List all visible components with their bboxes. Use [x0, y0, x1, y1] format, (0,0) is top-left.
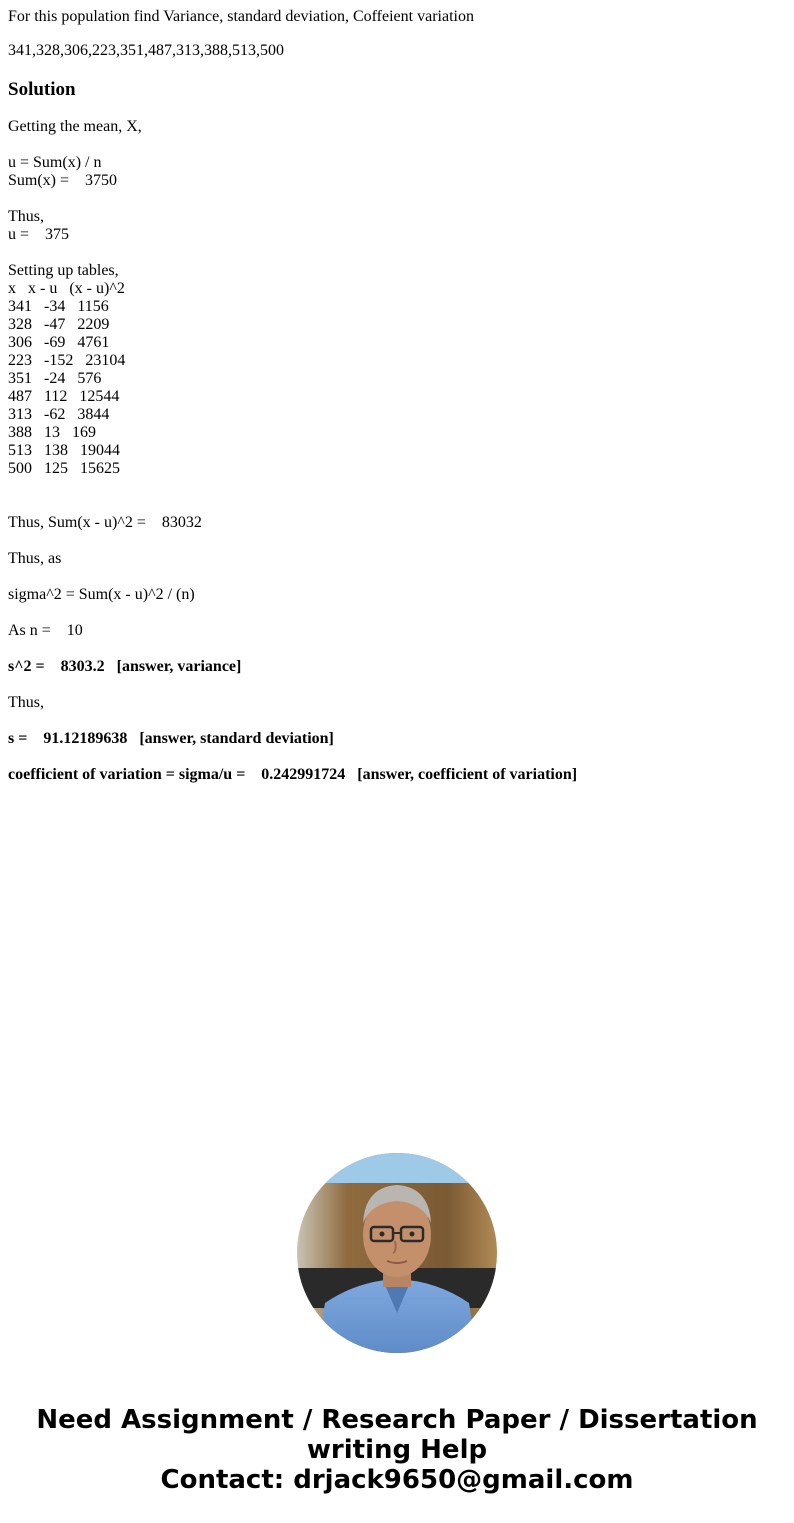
blank-line [8, 604, 786, 622]
table-row: 306 -69 4761 [8, 334, 110, 351]
table-row: 513 138 19044 [8, 442, 120, 459]
promo-contact-line: Contact: drjack9650@gmail.com [160, 1465, 634, 1495]
blank-line [8, 136, 786, 154]
blank-line [8, 676, 786, 694]
deviation-table [8, 280, 786, 478]
author-portrait-image [297, 1153, 497, 1353]
blank-line [8, 748, 786, 766]
blank-line [8, 190, 786, 208]
table-row: 313 -62 3844 [8, 406, 110, 423]
table-row: 341 -34 1156 [8, 298, 109, 315]
mean-intro-line: Getting the mean, X, [8, 118, 142, 135]
table-row: 388 13 169 [8, 424, 96, 441]
sum-squares-line: Thus, Sum(x - u)^2 = 83032 [8, 514, 202, 531]
table-row: 223 -152 23104 [8, 352, 126, 369]
author-avatar [297, 1153, 497, 1353]
blank-line [8, 640, 786, 658]
thus-line: Thus, [8, 208, 44, 225]
blank-line [8, 712, 786, 730]
table-row: 500 125 15625 [8, 460, 120, 477]
n-value-line: As n = 10 [8, 622, 83, 639]
blank-line [8, 478, 786, 496]
table-header: x x - u (x - u)^2 [8, 280, 125, 297]
solution-heading: Solution [8, 79, 76, 100]
table-row: 351 -24 576 [8, 370, 102, 387]
variance-answer: s^2 = 8303.2 [answer, variance] [8, 658, 242, 675]
blank-line [8, 496, 786, 514]
std-deviation-answer: s = 91.12189638 [answer, standard deviation] [8, 730, 334, 747]
sum-line: Sum(x) = 3750 [8, 172, 118, 189]
table-intro-line: Setting up tables, [8, 262, 119, 279]
question-text: For this population find Variance, standard deviation, Coffeient variation [8, 8, 474, 25]
promo-line-1: Need Assignment / Research Paper / Dissertation [36, 1405, 758, 1435]
variance-formula-line: sigma^2 = Sum(x - u)^2 / (n) [8, 586, 195, 603]
promo-line-2: writing Help [306, 1435, 488, 1465]
solution-body [8, 118, 786, 784]
footer-promo [0, 1153, 794, 1495]
blank-line [8, 244, 786, 262]
table-row: 487 112 12544 [8, 388, 120, 405]
thus-as-line: Thus, as [8, 550, 62, 567]
table-row: 328 -47 2209 [8, 316, 110, 333]
data-values: 341,328,306,223,351,487,313,388,513,500 [8, 42, 284, 59]
mean-formula-line: u = Sum(x) / n [8, 154, 102, 171]
promo-text [0, 1405, 794, 1495]
blank-line [8, 532, 786, 550]
coefficient-variation-answer: coefficient of variation = sigma/u = 0.242991724 [answer, coefficient of variation] [8, 766, 578, 783]
thus-line: Thus, [8, 694, 44, 711]
blank-line [8, 568, 786, 586]
document-body [8, 0, 786, 784]
mean-value-line: u = 375 [8, 226, 70, 243]
